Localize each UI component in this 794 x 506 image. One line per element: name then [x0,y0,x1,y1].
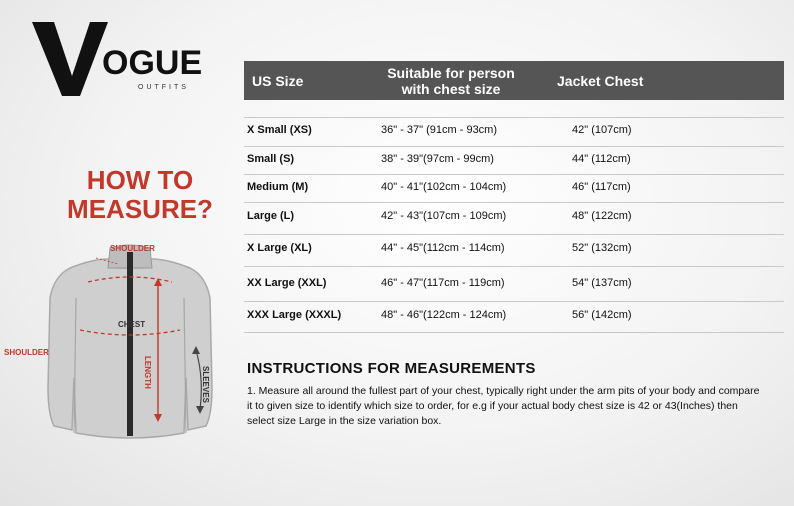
size-table-header [244,61,784,100]
row-range: 44" - 45"(112cm - 114cm) [381,242,505,254]
row-chest: 44" (112cm) [572,153,631,165]
jacket-illustration [0,238,240,448]
header-us-size: US Size [252,73,304,89]
row-size: XXX Large (XXXL) [247,309,342,321]
row-chest: 54" (137cm) [572,277,632,289]
header-jacket-chest: Jacket Chest [557,73,644,89]
jacket-icon [0,238,240,448]
row-size: Large (L) [247,210,295,222]
row-chest: 48" (122cm) [572,210,632,222]
shoulder-side-label: SHOULDER [4,348,49,357]
row-range: 40" - 41"(102cm - 104cm) [381,181,507,193]
header-suitable-line-1: Suitable for person [387,65,515,81]
header-suitable [376,65,526,97]
logo-v-mark [30,18,110,98]
row-size: Medium (M) [247,181,309,193]
instructions-title: INSTRUCTIONS FOR MEASUREMENTS [247,360,536,377]
row-size: XX Large (XXL) [247,277,327,289]
row-chest: 56" (142cm) [572,309,632,321]
table-row [244,302,784,332]
row-chest: 46" (117cm) [572,181,631,193]
header-suitable-line-2: with chest size [401,81,501,97]
logo-word: OGUE [102,44,203,82]
sleeves-label: SLEEVES [201,366,210,403]
table-row [244,267,784,301]
table-row [244,235,784,265]
logo-subtitle: OUTFITS [138,84,189,91]
length-label: LENGTH [143,356,152,389]
table-divider [244,332,784,333]
row-chest: 52" (132cm) [572,242,632,254]
row-range: 46" - 47"(117cm - 119cm) [381,277,505,289]
brand-logo [30,18,203,98]
row-size: Small (S) [247,153,295,165]
table-row [244,147,784,175]
row-size: X Large (XL) [247,242,312,254]
how-to-measure-heading [60,166,220,224]
heading-line-2: MEASURE? [67,194,213,224]
chest-label: CHEST [118,320,146,329]
shoulder-top-label: SHOULDER [110,244,155,253]
row-range: 38" - 39"(97cm - 99cm) [381,153,494,165]
heading-line-1: HOW TO [86,165,194,195]
table-row [244,118,784,148]
row-size: X Small (XS) [247,124,312,136]
instructions-text: 1. Measure all around the fullest part of your chest, typically right under the arm pits of your body and compare it to given size to identify which size to order, for e.g if your actual body chest size is 42 or 43(Inches) then select size Large in the size variation box. [247,385,760,427]
row-range: 42" - 43"(107cm - 109cm) [381,210,507,222]
table-row [244,203,784,233]
row-chest: 42" (107cm) [572,124,632,136]
row-range: 36" - 37" (91cm - 93cm) [381,124,498,136]
row-range: 48" - 46"(122cm - 124cm) [381,309,507,321]
table-row [244,175,784,203]
